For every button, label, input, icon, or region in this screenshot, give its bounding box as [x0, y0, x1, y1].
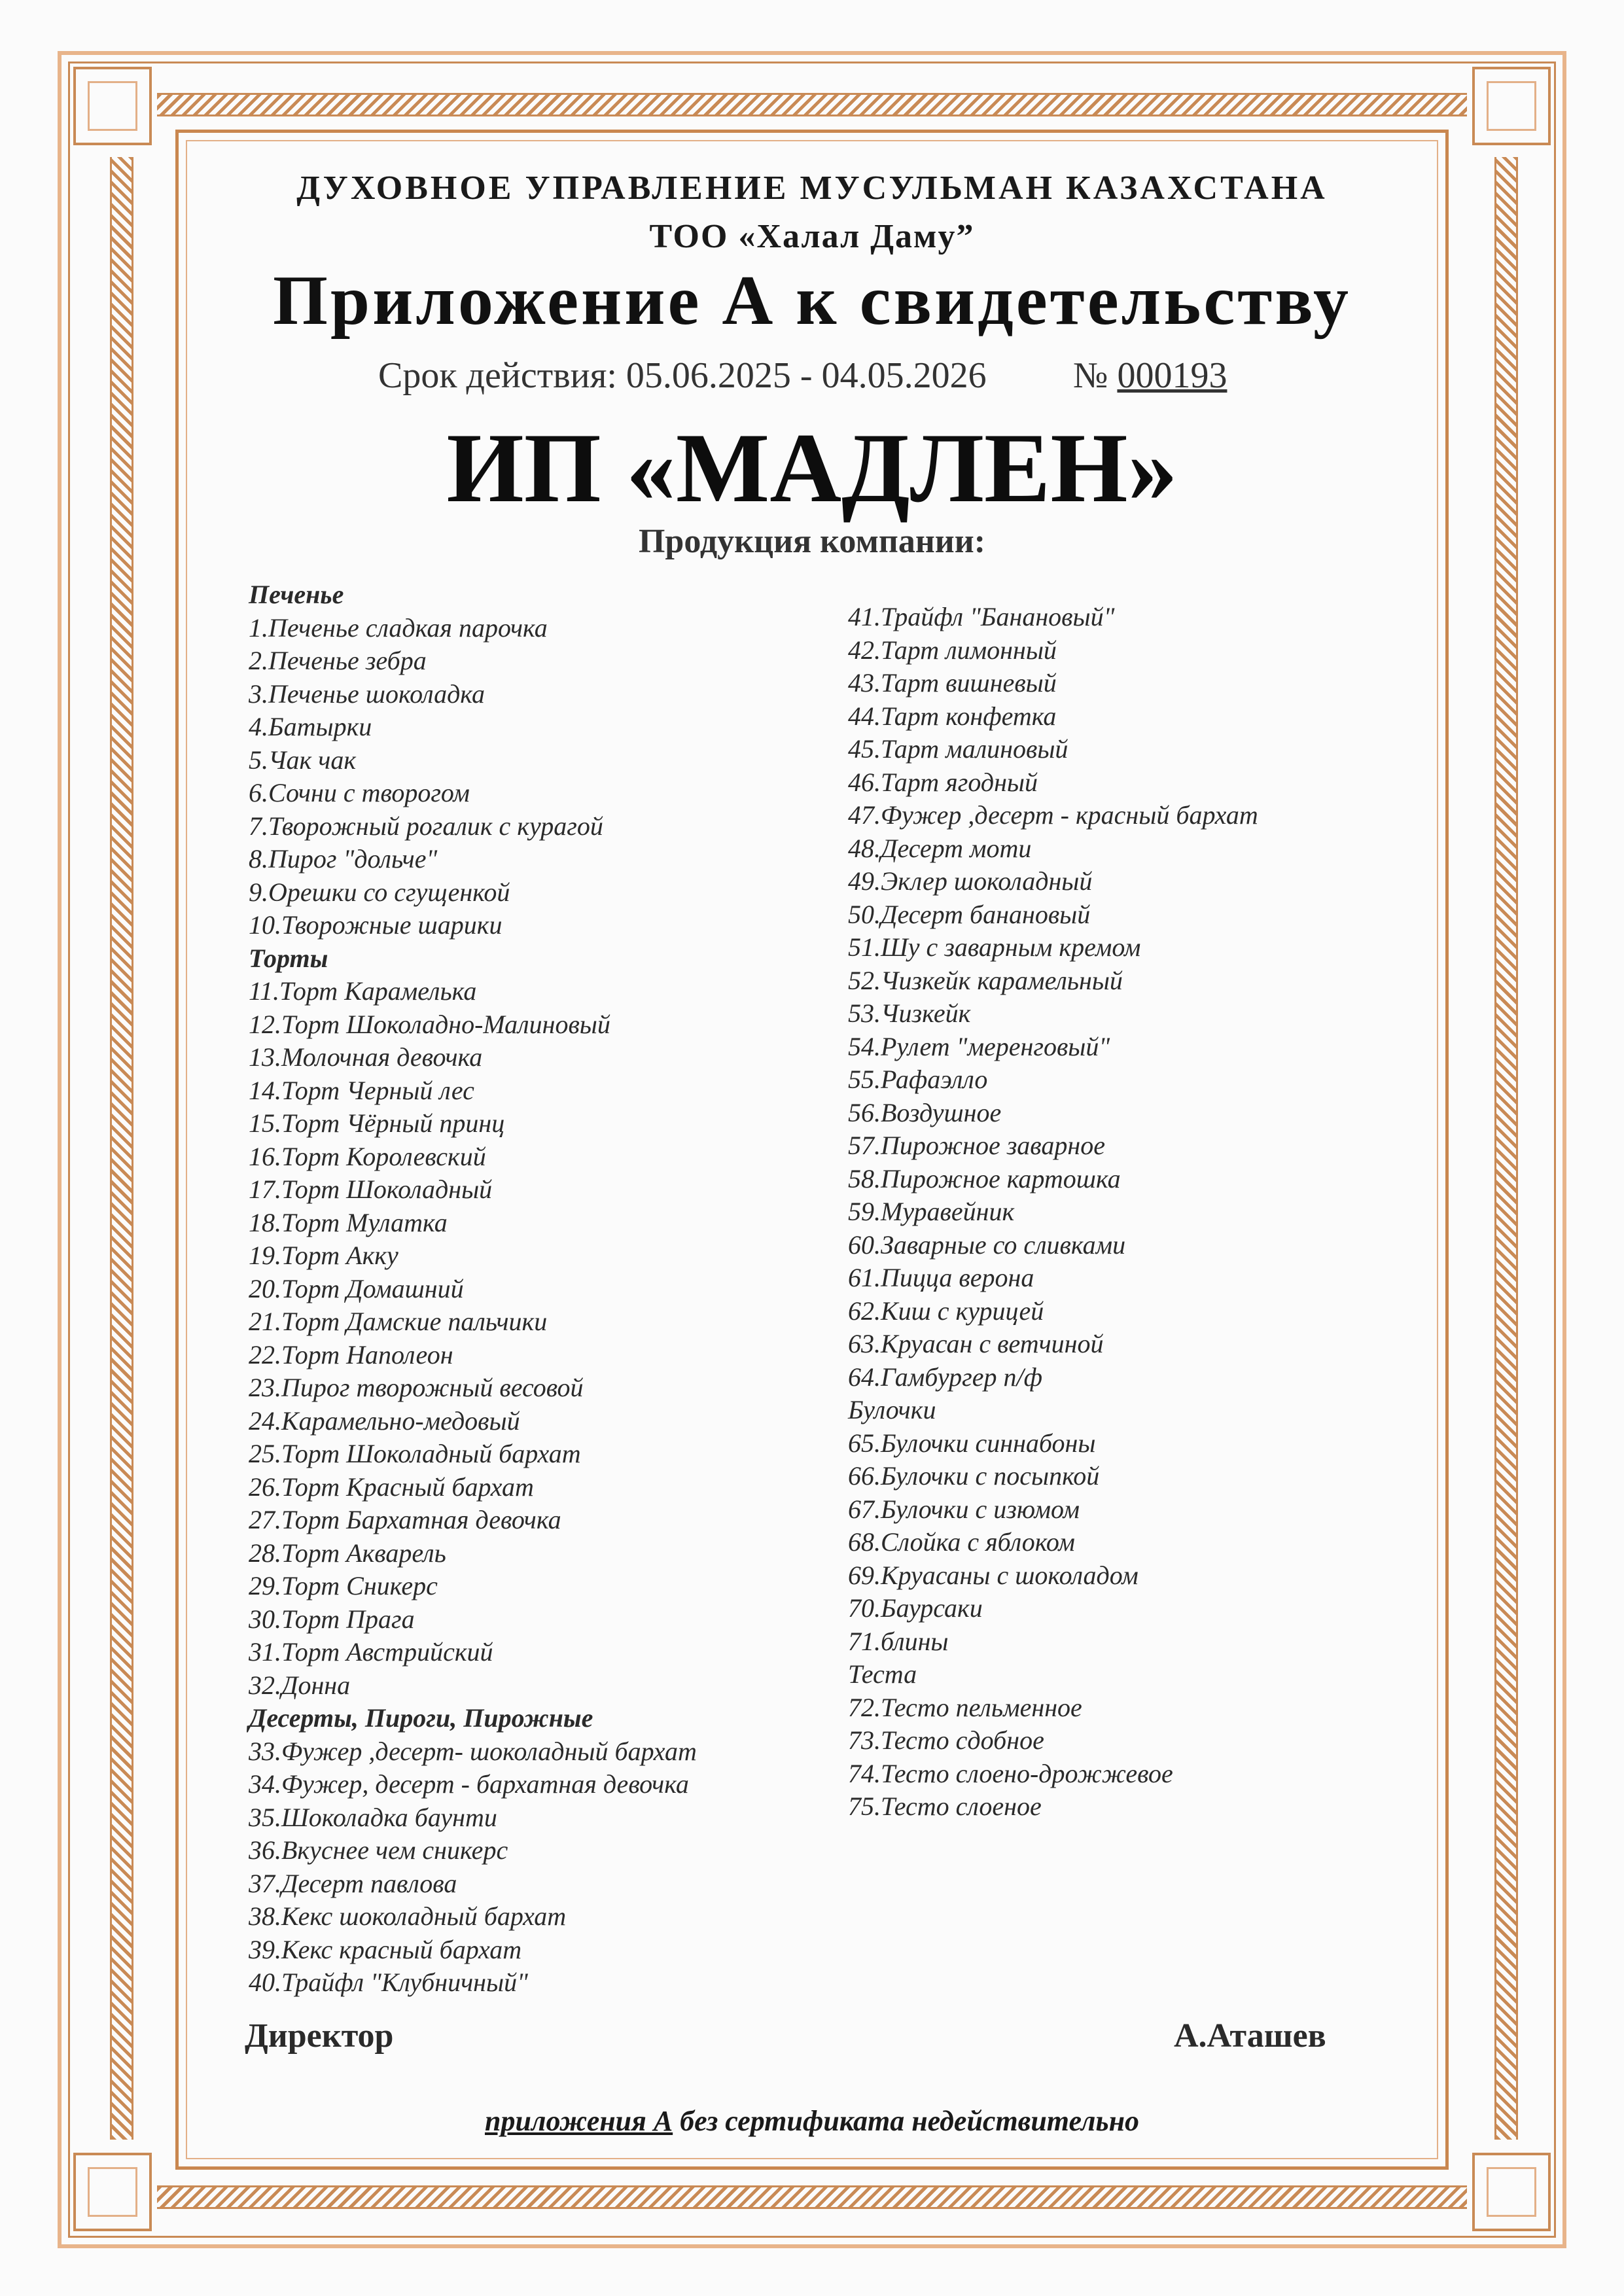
- product-item: 67.Булочки с изюмом: [848, 1494, 1080, 1524]
- number-value: 000193: [1117, 355, 1227, 396]
- product-item: 46.Тарт ягодный: [848, 767, 1038, 797]
- product-item: 43.Тарт вишневый: [848, 668, 1057, 698]
- product-item: 1.Печенье сладкая парочка: [249, 612, 548, 643]
- signer-name: А.Аташев: [1174, 2017, 1326, 2055]
- product-item: 4.Батырки: [249, 712, 372, 741]
- validity-period: Срок действия: 05.06.2025 - 04.05.2026: [378, 355, 987, 396]
- notice-rest: без сертификата недействительно: [673, 2105, 1140, 2137]
- bottom-ornament-band: [157, 2185, 1467, 2209]
- product-item: 47.Фужер ,десерт - красный бархат: [848, 800, 1258, 830]
- corner-ornament-bottom-left: [73, 2153, 152, 2231]
- product-item: 32.Донна: [249, 1670, 351, 1700]
- product-item: 71.блины: [848, 1626, 949, 1656]
- suborganization-name: ТОО «Халал Даму”: [649, 218, 975, 255]
- number-sign: №: [1073, 355, 1108, 396]
- product-item: 17.Торт Шоколадный: [249, 1174, 493, 1204]
- validity-notice: [0, 2104, 1624, 2138]
- product-item: 66.Булочки с посыпкой: [848, 1461, 1100, 1491]
- product-item: 48.Десерт моти: [848, 833, 1032, 863]
- product-item: 31.Торт Австрийский: [249, 1637, 493, 1667]
- product-item: Теста: [848, 1659, 917, 1689]
- organization-name: ДУХОВНОЕ УПРАВЛЕНИЕ МУСУЛЬМАН КАЗАХСТАНА: [296, 169, 1328, 207]
- product-item: 72.Тесто пельменное: [848, 1692, 1082, 1722]
- product-item: 38.Кекс шоколадный бархат: [249, 1901, 567, 1931]
- product-item: 37.Десерт павлова: [249, 1868, 457, 1898]
- company-name: ИП «МАДЛЕН»: [446, 413, 1178, 523]
- product-item: 36.Вкуснее чем сникерс: [249, 1835, 508, 1865]
- corner-ornament-top-right: [1472, 67, 1551, 145]
- product-item: 49.Эклер шоколадный: [848, 866, 1093, 896]
- product-item: 5.Чак чак: [249, 745, 357, 775]
- product-item: 33.Фужер ,десерт- шоколадный бархат: [249, 1736, 697, 1766]
- product-item: 42.Тарт лимонный: [848, 635, 1057, 665]
- products-label: Продукция компании:: [638, 523, 986, 560]
- product-item: 69.Круасаны с шоколадом: [848, 1560, 1139, 1590]
- product-item: 58.Пирожное картошка: [848, 1163, 1121, 1193]
- product-item: 61.Пицца верона: [848, 1263, 1034, 1292]
- category-heading: Десерты, Пироги, Пирожные: [249, 1703, 593, 1733]
- product-item: 63.Круасан с ветчиной: [848, 1329, 1104, 1358]
- product-item: 3.Печенье шоколадка: [249, 679, 485, 709]
- product-item: 21.Торт Дамские пальчики: [249, 1307, 548, 1336]
- product-list-left: [249, 578, 838, 2000]
- product-item: 41.Трайфл "Банановый": [848, 602, 1115, 631]
- product-item: 52.Чизкейк карамельный: [848, 965, 1123, 995]
- certificate-number: [1073, 355, 1227, 397]
- product-item: 22.Торт Наполеон: [249, 1339, 453, 1369]
- product-item: 73.Тесто сдобное: [848, 1725, 1044, 1755]
- product-item: 56.Воздушное: [848, 1097, 1002, 1127]
- product-item: 25.Торт Шоколадный бархат: [249, 1439, 581, 1468]
- notice-underlined: приложения А: [484, 2105, 673, 2137]
- product-item: 26.Торт Красный бархат: [249, 1472, 534, 1502]
- category-heading: Торты: [249, 943, 328, 973]
- product-item: 30.Торт Прага: [249, 1604, 415, 1634]
- corner-ornament-top-left: [73, 67, 152, 145]
- product-item: 10.Творожные шарики: [249, 910, 503, 940]
- product-item: 70.Баурсаки: [848, 1593, 983, 1623]
- product-item: 65.Булочки синнабоны: [848, 1428, 1096, 1458]
- product-item: 44.Тарт конфетка: [848, 701, 1057, 731]
- product-item: 68.Слойка с яблоком: [848, 1527, 1075, 1557]
- product-item: 6.Сочни с творогом: [249, 778, 470, 807]
- product-item: 60.Заварные со сливками: [848, 1229, 1126, 1260]
- product-item: 57.Пирожное заварное: [848, 1131, 1105, 1160]
- product-item: 11.Торт Карамелька: [249, 976, 477, 1006]
- product-list-right: [848, 601, 1437, 1824]
- product-item: Булочки: [848, 1395, 936, 1424]
- product-item: 9.Орешки со сгущенкой: [249, 877, 510, 907]
- product-item: 55.Рафаэлло: [848, 1065, 988, 1094]
- product-item: 45.Тарт малиновый: [848, 734, 1068, 764]
- product-item: 8.Пирог "дольче": [249, 844, 438, 874]
- document-title: Приложение А к свидетельству: [273, 262, 1351, 340]
- product-item: 59.Муравейник: [848, 1197, 1015, 1226]
- product-item: 24.Карамельно-медовый: [249, 1405, 520, 1436]
- product-item: 16.Торт Королевский: [249, 1141, 486, 1171]
- product-item: 15.Торт Чёрный принц: [249, 1108, 505, 1138]
- product-item: 7.Творожный рогалик с курагой: [249, 811, 603, 841]
- product-item: 39.Кекс красный бархат: [249, 1934, 522, 1964]
- product-item: 51.Шу с заварным кремом: [848, 932, 1141, 962]
- product-item: 13.Молочная девочка: [249, 1042, 483, 1072]
- product-item: 50.Десерт банановый: [848, 899, 1091, 929]
- product-item: 53.Чизкейк: [848, 998, 971, 1028]
- product-item: 74.Тесто слоено-дрожжевое: [848, 1758, 1173, 1788]
- product-item: 27.Торт Бархатная девочка: [249, 1505, 561, 1534]
- product-item: 20.Торт Домашний: [249, 1273, 464, 1303]
- product-item: 62.Киш с курицей: [848, 1296, 1044, 1326]
- product-item: 35.Шоколадка баунти: [249, 1802, 497, 1832]
- product-item: 29.Торт Сникерс: [249, 1571, 438, 1600]
- category-heading: Печенье: [249, 580, 344, 609]
- product-item: 54.Рулет "меренговый": [848, 1031, 1110, 1061]
- product-item: 2.Печенье зебра: [249, 646, 427, 675]
- product-item: 12.Торт Шоколадно-Малиновый: [249, 1009, 610, 1039]
- product-item: 75.Тесто слоеное: [848, 1792, 1042, 1821]
- product-item: 23.Пирог творожный весовой: [249, 1373, 584, 1402]
- product-item: 40.Трайфл "Клубничный": [249, 1968, 528, 1997]
- product-item: 14.Торт Черный лес: [249, 1075, 474, 1105]
- product-item: 28.Торт Акварель: [249, 1538, 446, 1568]
- corner-ornament-bottom-right: [1472, 2153, 1551, 2231]
- signer-role: Директор: [245, 2017, 394, 2055]
- product-item: 19.Торт Акку: [249, 1241, 398, 1270]
- product-item: 34.Фужер, десерт - бархатная девочка: [249, 1769, 689, 1799]
- product-item: 64.Гамбургер п/ф: [848, 1362, 1042, 1392]
- top-ornament-band: [157, 93, 1467, 116]
- product-item: 18.Торт Мулатка: [249, 1207, 448, 1237]
